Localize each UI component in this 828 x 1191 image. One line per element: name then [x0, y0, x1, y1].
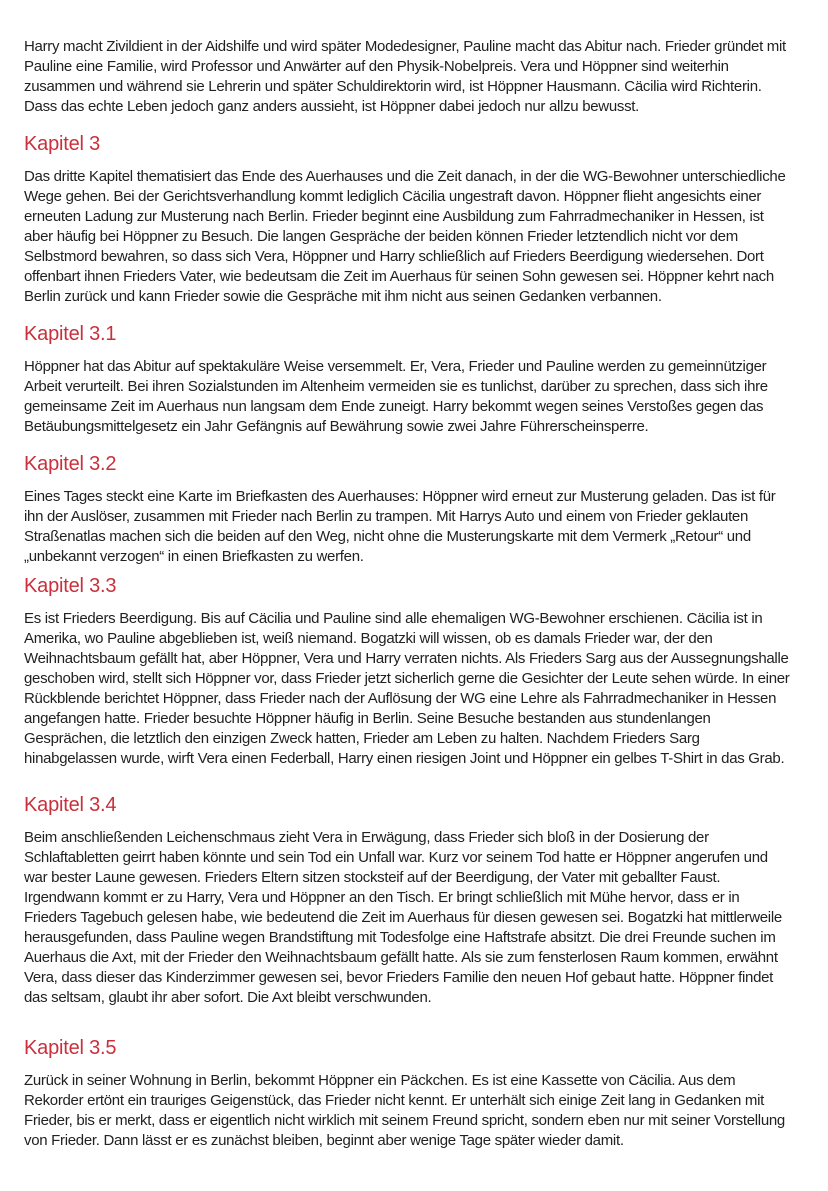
chapter-heading-3-4: Kapitel 3.4	[24, 794, 117, 816]
chapter-paragraph-3-1: Höppner hat das Abitur auf spektakuläre Weise versemmelt. Er, Vera, Frieder und Pauline werden zu gemeinnütziger Arbeit verurteilt. Bei ihren Sozialstunden im Altenheim vermeiden sie es tunlichst, darüber zu sprechen, dass sich ihre gemeinsame Zeit im Auerhaus nun langsam dem Ende zuneigt. Harry bekommt wegen seines Verstoßes gegen das Betäubungsmittelgesetz ein Jahr Gefängnis auf Bewährung sowie zwei Jahre Führerscheinsperre.	[24, 358, 768, 435]
section-kapitel-3	[24, 132, 794, 307]
section-kapitel-3-1	[24, 322, 794, 437]
section-kapitel-3-3	[24, 574, 794, 769]
chapter-paragraph-3-3: Es ist Frieders Beerdigung. Bis auf Cäcilia und Pauline sind alle ehemaligen WG-Bewohner erschienen. Cäcilia ist in Amerika, wo Pauline abgeblieben ist, weiß niemand. Bogatzki will wissen, ob es damals Frieder war, der den Weihnachtsbaum gefällt hat, aber Höppner, Vera und Harry verraten nichts. Als Frieders Sarg aus der Aussegnungshalle geschoben wird, stellt sich Höppner vor, dass Frieder jetzt sicherlich gerne die Gesichter der Leute sehen würde. In einer Rückblende berichtet Höppner, dass Frieder nach der Auflösung der WG eine Lehre als Fahrradmechaniker in Hessen angefangen hatte. Frieder besuchte Höppner häufig in Berlin. Seine Besuche bestanden aus stundenlangen Gesprächen, die letztlich den einzigen Zweck hatten, Frieder am Leben zu halten. Nachdem Frieders Sarg hinabgelassen wurde, wirft Vera einen Federball, Harry einen riesigen Joint und Höppner ein gelbes T-Shirt in das Grab.	[24, 610, 790, 767]
section-kapitel-3-4	[24, 793, 794, 1008]
chapter-heading-3-2: Kapitel 3.2	[24, 453, 117, 475]
chapter-paragraph-3-2: Eines Tages steckt eine Karte im Briefkasten des Auerhauses: Höppner wird erneut zur Musterung geladen. Das ist für ihn der Auslöser, zusammen mit Frieder nach Berlin zu trampen. Mit Harrys Auto und einem von Frieder geklauten Straßenatlas machen sich die beiden auf den Weg, nicht ohne die Musterungskarte mit dem Vermerk „Retour“ und „unbekannt verzogen“ in einen Briefkasten zu werfen.	[24, 488, 776, 565]
chapter-heading-3: Kapitel 3	[24, 133, 101, 155]
chapter-heading-3-3: Kapitel 3.3	[24, 575, 117, 597]
chapter-heading-3-1: Kapitel 3.1	[24, 323, 117, 345]
intro-paragraph: Harry macht Zivildient in der Aidshilfe und wird später Modedesigner, Pauline macht das Abitur nach. Frieder gründet mit Pauline eine Familie, wird Professor und Anwärter auf den Physik-Nobelpreis. Vera und Höppner sind weiterhin zusammen und während sie Lehrerin und später Schuldirektorin wird, ist Höppner Hausmann. Cäcilia wird Richterin. Dass das echte Leben jedoch ganz anders aussieht, ist Höppner dabei jedoch nur allzu bewusst.	[24, 38, 786, 115]
section-kapitel-3-5	[24, 1036, 794, 1151]
chapter-paragraph-3: Das dritte Kapitel thematisiert das Ende des Auerhauses und die Zeit danach, in der die WG-Bewohner unterschiedliche Wege gehen. Bei der Gerichtsverhandlung kommt lediglich Cäcilia ungestraft davon. Höppner flieht angesichts einer erneuten Ladung zur Musterung nach Berlin. Frieder beginnt eine Ausbildung zum Fahrradmechaniker in Hessen, ist aber häufig bei Höppner zu Besuch. Die langen Gespräche der beiden können Frieder letztendlich nicht vor dem Selbstmord bewahren, so dass sich Vera, Höppner und Harry schließlich auf Frieders Beerdigung wiedersehen. Dort offenbart ihnen Frieders Vater, wie bedeutsam die Zeit im Auerhaus für seinen Sohn gewesen sei. Höppner kehrt nach Berlin zurück und kann Frieder sowie die Gespräche mit ihm nicht aus seinen Gedanken verbannen.	[24, 168, 786, 305]
section-kapitel-3-2	[24, 452, 794, 567]
chapter-paragraph-3-5: Zurück in seiner Wohnung in Berlin, bekommt Höppner ein Päckchen. Es ist eine Kassette von Cäcilia. Aus dem Rekorder ertönt ein trauriges Geigenstück, das Frieder nicht kennt. Er unterhält sich einige Zeit lang in Gedanken mit Frieder, bis er merkt, dass er eigentlich nicht wirklich mit seinem Freund spricht, sondern eben nur mit seiner Vorstellung von Frieder. Dann lässt er es zunächst bleiben, beginnt aber wenige Tage später wieder damit.	[24, 1072, 785, 1149]
chapter-paragraph-3-4: Beim anschließenden Leichenschmaus zieht Vera in Erwägung, dass Frieder sich bloß in der Dosierung der Schlaftabletten geirrt haben könnte und sein Tod ein Unfall war. Kurz vor seinem Tod hatte er Höppner angerufen und war bester Laune gewesen. Frieders Eltern sitzen stocksteif auf der Beerdigung, der Vater mit geballter Faust. Irgendwann kommt er zu Harry, Vera und Höppner an den Tisch. Er bringt schließlich mit Mühe hervor, dass er in Frieders Tagebuch gelesen habe, wie bedeutend die Zeit im Auerhaus für diesen gewesen sei. Bogatzki hat mittlerweile herausgefunden, dass Pauline wegen Brandstiftung mit Todesfolge eine Haftstrafe absitzt. Die drei Freunde suchen im Auerhaus die Axt, mit der Frieder den Weihnachtsbaum gefällt hatte. Als sie zum fensterlosen Raum kommen, erwähnt Vera, dass dieser das Kinderzimmer gewesen sei, bevor Frieders Familie den neuen Hof gebaut hatte. Höppner findet das seltsam, glaubt ihr aber sofort. Die Axt bleibt verschwunden.	[24, 829, 782, 1006]
chapter-heading-3-5: Kapitel 3.5	[24, 1037, 117, 1059]
